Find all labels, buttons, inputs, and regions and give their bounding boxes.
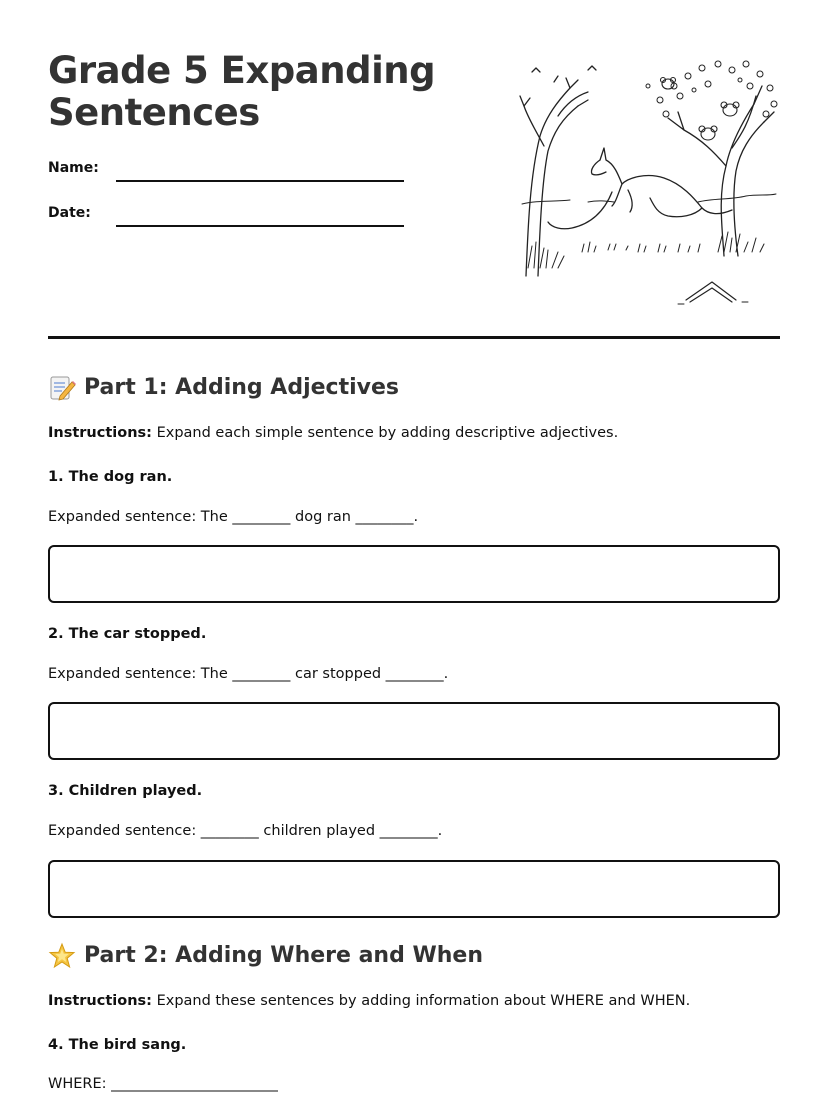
question-4-where: WHERE: _______________________ bbox=[48, 1076, 278, 1092]
question-3-title: 3. Children played. bbox=[48, 783, 203, 799]
part1-heading bbox=[48, 374, 399, 402]
date-label: Date: bbox=[48, 205, 91, 221]
part2-heading-text: Part 2: Adding Where and When bbox=[84, 943, 484, 968]
kangaroo-illustration bbox=[518, 56, 780, 310]
part1-heading-text: Part 1: Adding Adjectives bbox=[84, 375, 399, 400]
part2-instructions-text: Expand these sentences by adding information about WHERE and WHEN. bbox=[151, 993, 691, 1009]
name-field[interactable] bbox=[116, 180, 404, 182]
part2-heading bbox=[48, 942, 483, 970]
question-4-title: 4. The bird sang. bbox=[48, 1037, 187, 1053]
question-1-expanded: Expanded sentence: The ________ dog ran ________. bbox=[48, 509, 419, 525]
glowing-star-icon bbox=[48, 942, 76, 970]
question-3-answer-box[interactable] bbox=[48, 860, 780, 918]
section-divider bbox=[48, 336, 780, 339]
question-2-answer-box[interactable] bbox=[48, 702, 780, 760]
part1-instructions-label: Instructions: bbox=[48, 425, 152, 441]
part1-instructions-text: Expand each simple sentence by adding descriptive adjectives. bbox=[151, 425, 619, 441]
question-3-expanded: Expanded sentence: ________ children played ________. bbox=[48, 823, 443, 839]
part2-instructions bbox=[48, 993, 690, 1009]
part1-instructions bbox=[48, 425, 618, 441]
memo-pencil-icon bbox=[48, 374, 76, 402]
question-2-expanded: Expanded sentence: The ________ car stopped ________. bbox=[48, 666, 449, 682]
question-1-answer-box[interactable] bbox=[48, 545, 780, 603]
name-label: Name: bbox=[48, 160, 99, 176]
question-1-title: 1. The dog ran. bbox=[48, 469, 173, 485]
page-title: Grade 5 Expanding Sentences bbox=[48, 49, 436, 134]
part2-instructions-label: Instructions: bbox=[48, 993, 152, 1009]
question-2-title: 2. The car stopped. bbox=[48, 626, 207, 642]
date-field[interactable] bbox=[116, 225, 404, 227]
